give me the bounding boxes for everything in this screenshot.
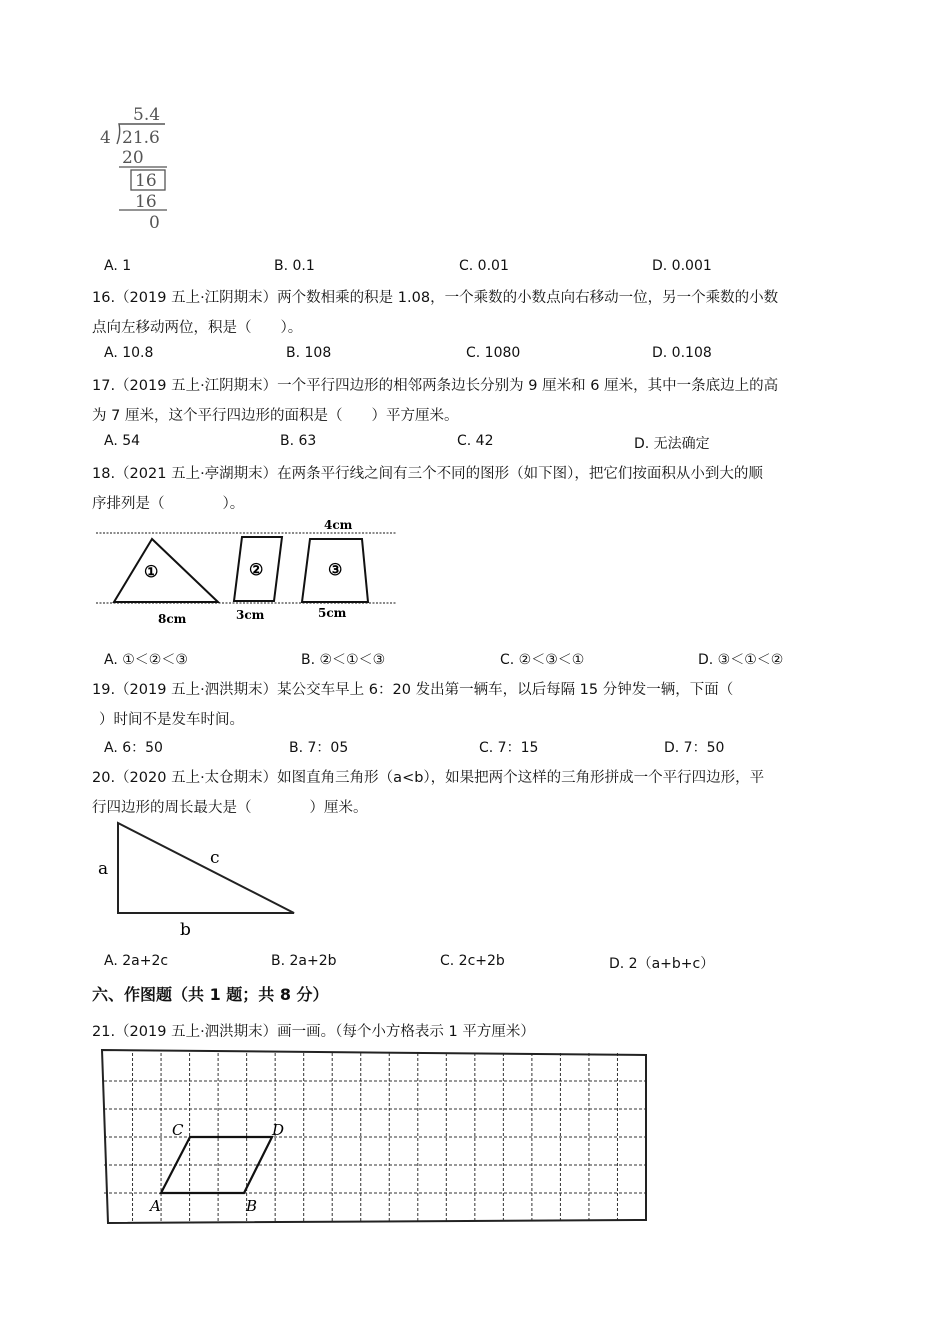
final-text: 0 [149, 213, 160, 233]
point-a-label: A [150, 1197, 161, 1215]
q18-option-b[interactable]: B. ②＜①＜③ [301, 652, 386, 668]
q17-option-c[interactable]: C. 42 [457, 433, 494, 449]
q15-option-c[interactable]: C. 0.01 [459, 258, 509, 274]
q18-text-line2: 序排列是（ ）。 [92, 496, 245, 512]
quotient-text: 5.4 [133, 105, 161, 125]
q20-text-line2: 行四边形的周长最大是（ ）厘米。 [92, 800, 368, 816]
top-length-label: 4cm [324, 518, 353, 532]
side-c-label: c [210, 848, 220, 868]
q16-option-d[interactable]: D. 0.108 [652, 345, 712, 361]
step1-text: 20 [122, 148, 144, 168]
q15-option-a[interactable]: A. 1 [104, 258, 132, 274]
side-a-label: a [98, 859, 109, 879]
shape2-label: ② [249, 560, 264, 579]
bottom-length-label-3: 5cm [318, 606, 347, 620]
q20-right-triangle-figure [92, 815, 312, 943]
side-b-label: b [180, 920, 191, 940]
q18-option-c[interactable]: C. ②＜③＜① [500, 652, 585, 668]
q16-option-c[interactable]: C. 1080 [466, 345, 521, 361]
q20-option-a[interactable]: A. 2a+2c [104, 953, 169, 969]
q21-grid-figure [98, 1045, 654, 1230]
bottom-length-label-2: 3cm [236, 608, 265, 622]
q20-text-line1: 20.（2020 五上·太仓期末）如图直角三角形（a<b），如果把两个这样的三角形拼成一个平行四边形，平 [92, 770, 765, 786]
q19-text-line2: ）时间不是发车时间。 [99, 712, 244, 728]
q18-parallel-figure [92, 515, 402, 630]
q17-option-a[interactable]: A. 54 [104, 433, 141, 449]
bottom-length-label-1: 8cm [158, 612, 187, 626]
point-d-label: D [272, 1121, 285, 1139]
long-division-figure [95, 100, 185, 235]
q19-option-c[interactable]: C. 7：15 [479, 740, 539, 756]
q17-text-line1: 17.（2019 五上·江阴期末）一个平行四边形的相邻两条边长分别为 9 厘米和 6 厘米，其中一条底边上的高 [92, 378, 779, 394]
q17-option-d[interactable]: D. 无法确定 [634, 436, 710, 452]
shape1-label: ① [144, 562, 159, 581]
shape3-label: ③ [328, 560, 343, 579]
divisor-text: 4 [100, 128, 111, 148]
q19-text-line1: 19.（2019 五上·泗洪期末）某公交车早上 6：20 发出第一辆车，以后每隔 15 分钟发一辆，下面（ [92, 682, 734, 698]
q16-option-a[interactable]: A. 10.8 [104, 345, 154, 361]
q20-option-b[interactable]: B. 2a+2b [271, 953, 337, 969]
step2-text: 16 [135, 192, 157, 212]
square-grid [104, 1053, 646, 1221]
point-b-label: B [246, 1197, 258, 1215]
q20-option-d[interactable]: D. 2（a+b+c） [609, 956, 715, 972]
point-c-label: C [172, 1121, 184, 1139]
q17-text-line2: 为 7 厘米，这个平行四边形的面积是（ ）平方厘米。 [92, 408, 459, 424]
q15-option-d[interactable]: D. 0.001 [652, 258, 712, 274]
triangle-shape-1 [114, 539, 218, 602]
q20-option-c[interactable]: C. 2c+2b [440, 953, 505, 969]
q18-option-a[interactable]: A. ①＜②＜③ [104, 652, 188, 668]
q18-text-line1: 18.（2021 五上·亭湖期末）在两条平行线之间有三个不同的图形（如下图），把它们按面积从小到大的顺 [92, 466, 763, 482]
q18-option-d[interactable]: D. ③＜①＜② [698, 652, 784, 668]
q19-option-b[interactable]: B. 7：05 [289, 740, 349, 756]
q16-text-line2: 点向左移动两位，积是（ ）。 [92, 320, 303, 336]
q17-option-b[interactable]: B. 63 [280, 433, 317, 449]
section-6-heading: 六、作图题（共 1 题；共 8 分） [92, 985, 329, 1004]
q19-option-a[interactable]: A. 6：50 [104, 740, 163, 756]
q21-text-line1: 21.（2019 五上·泗洪期末）画一画。（每个小方格表示 1 平方厘米） [92, 1024, 535, 1040]
q16-option-b[interactable]: B. 108 [286, 345, 332, 361]
q19-option-d[interactable]: D. 7：50 [664, 740, 725, 756]
q15-option-b[interactable]: B. 0.1 [274, 258, 315, 274]
remainder-text: 16 [135, 171, 157, 191]
right-triangle [118, 823, 294, 913]
q16-text-line1: 16.（2019 五上·江阴期末）两个数相乘的积是 1.08，一个乘数的小数点向右移动一位，另一个乘数的小数 [92, 290, 779, 306]
dividend-text: 21.6 [122, 128, 160, 148]
